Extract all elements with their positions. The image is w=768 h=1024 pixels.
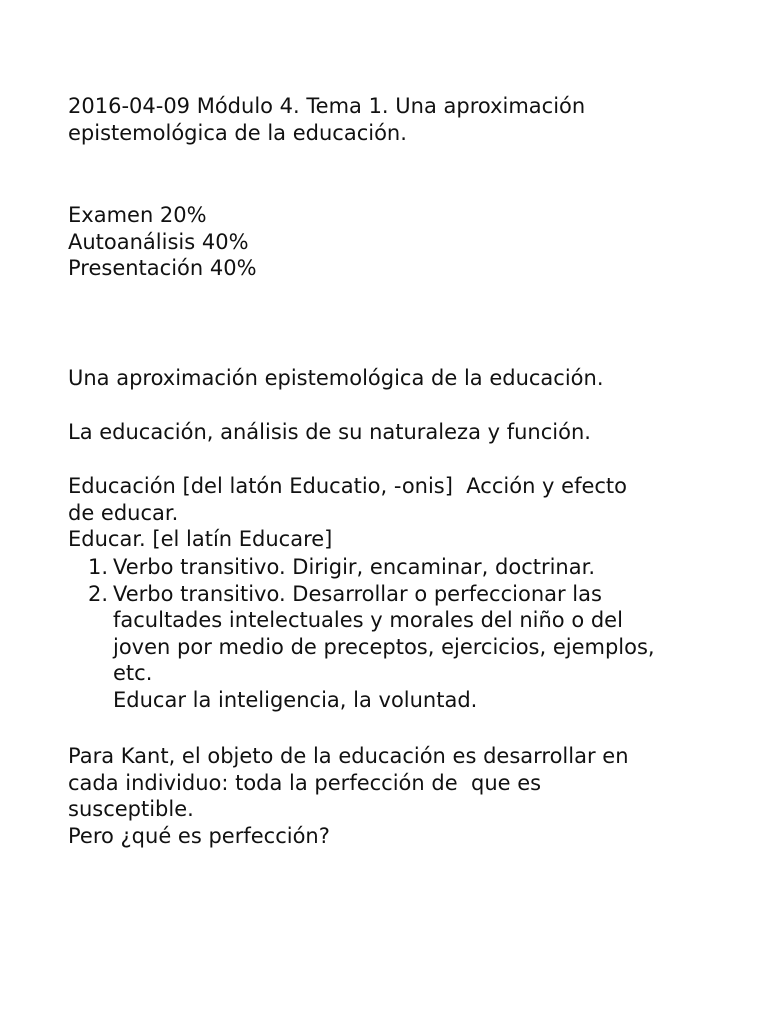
list-item-number: 2.: [88, 581, 109, 606]
list-item-line: Verbo transitivo. Desarrollar o perfeccionar las: [113, 581, 602, 606]
list-item: [88, 554, 718, 581]
list-item-line: facultades intelectuales y morales del niño o del: [113, 608, 623, 632]
list-item-line: etc.: [113, 661, 153, 685]
definition-block: [68, 473, 718, 553]
list-item-line: joven por medio de preceptos, ejercicios, ejemplos,: [113, 634, 655, 659]
section-heading-text: Una aproximación epistemológica de la educación.: [68, 366, 604, 390]
list-item: [88, 581, 718, 714]
kant-line-3: susceptible.: [68, 797, 194, 821]
kant-line-1: Para Kant, el objeto de la educación es desarrollar en: [68, 744, 629, 768]
kant-question: Pero ¿qué es perfección?: [68, 823, 330, 848]
grading-list: [68, 202, 718, 282]
list-item-line: Verbo transitivo. Dirigir, encaminar, doctrinar.: [113, 555, 595, 579]
grading-item-self-analysis: Autoanálisis 40%: [68, 229, 249, 254]
grading-item-exam: Examen 20%: [68, 203, 207, 227]
subheading: [68, 419, 718, 446]
subheading-text: La educación, análisis de su naturaleza y función.: [68, 420, 591, 444]
kant-paragraph: [68, 743, 718, 849]
list-item-number: 1.: [88, 555, 109, 579]
meanings-list: [88, 554, 718, 713]
definition-line-1: Educación [del latón Educatio, -onis] Acción y efecto: [68, 474, 628, 498]
grading-item-presentation: Presentación 40%: [68, 256, 257, 280]
list-item-line: Educar la inteligencia, la voluntad.: [113, 687, 478, 712]
kant-line-2: cada individuo: toda la perfección de que es: [68, 770, 542, 795]
title-line-2: epistemológica de la educación.: [68, 120, 407, 145]
section-heading: [68, 365, 718, 392]
title-line-1: 2016-04-09 Módulo 4. Tema 1. Una aproximación: [68, 94, 586, 118]
definition-line-3: Educar. [el latín Educare]: [68, 527, 333, 551]
definition-line-2: de educar.: [68, 500, 179, 525]
document-title: [68, 93, 718, 146]
